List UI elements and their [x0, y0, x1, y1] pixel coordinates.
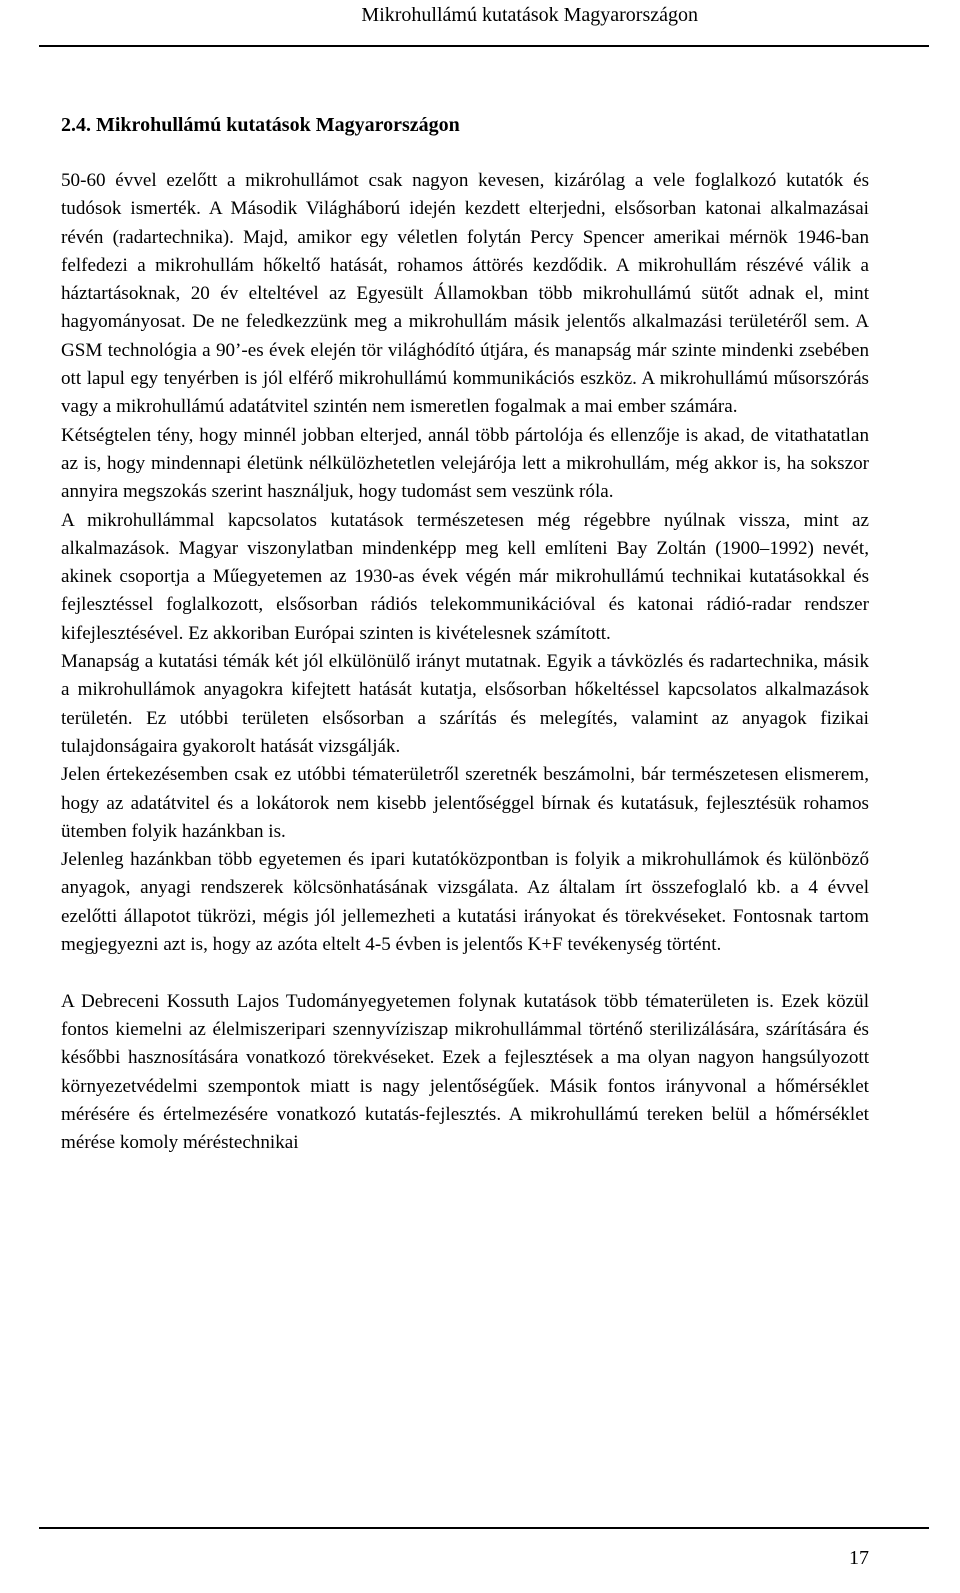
paragraph-history: 50-60 évvel ezelőtt a mikrohullámot csak nagyon kevesen, kizárólag a vele foglalkozó kutatók és tudósok ismerték. A Második Világháború idején kezdett elterjedni, elsősorban katonai alkalmazásai révén (radartechnika). Majd, amikor egy véletlen folytán Percy Spencer amerikai mérnök 1946-ban felfedezi a mikrohullám hőkeltő hatását, rohamos áttörés kezdődik. A mikrohullám részévé válik a háztartásoknak, 20 év elteltével az Egyesült Államokban több mikrohullámú sütőt adnak el, mint hagyományosat. De ne feledkezzünk meg a mikrohullám másik jelentős alkalmazási területéről sem. A GSM technológia a 90’-es évek elején tör világhódító útjára, és manapság már szinte mindenki zsebében ott lapul egy tenyérben is jól elférő mikrohullámú kommunikációs eszköz. A mikrohullámú műsorszórás vagy a mikrohullámú adatátvitel szintén nem ismeretlen fogalmak a mai ember számára.: [61, 170, 869, 418]
paragraph-adoption: Kétségtelen tény, hogy minnél jobban elterjed, annál több pártolója és ellenzője is akad, de vitathatatlan az is, hogy mindennapi életünk nélkülözhetetlen velejárója lett a mikrohullám, még akkor is, ha sokszor annyira megszokás szerint használjuk, hogy tudomást sem veszünk róla.: [61, 424, 869, 503]
footer-divider: [39, 1527, 929, 1529]
page-number: 17: [849, 1547, 869, 1569]
paragraph-domestic-research: Jelenleg hazánkban több egyetemen és ipari kutatóközpontban is folyik a mikrohullámok és különböző anyagok, anyagi rendszerek kölcsönhatásának vizsgálata. Az általam írt összefoglaló kb. a 4 évvel ezelőtti állapotot tükrözi, mégis jól jellemezheti a kutatási irányokat és törekvéseket. Fontosnak tartom megjegyezni azt is, hogy az azóta eltelt 4-5 évben is jelentős K+F tevékenység történt.: [61, 849, 869, 956]
running-header: Mikrohullámú kutatások Magyarországon: [361, 4, 698, 26]
paragraph-research-directions: Manapság a kutatási témák két jól elkülönülő irányt mutatnak. Egyik a távközlés és radartechnika, másik a mikrohullámok anyagokra kifejtett hatását kutatja, elsősorban hőkeltéssel kapcsolatos alkalmazások területén. Ez utóbbi területen elsősorban a szárítás és melegítés, valamint az anyagok fizikai tulajdonságaira gyakorolt hatását vizsgálják.: [61, 651, 869, 757]
body-text: [61, 167, 869, 1157]
section-heading: 2.4. Mikrohullámú kutatások Magyarországon: [61, 114, 460, 136]
paragraph-debrecen: A Debreceni Kossuth Lajos Tudományegyetemen folynak kutatások több tématerületen is. Ezek közül fontos kiemelni az élelmiszeripari szennyvíziszap mikrohullámmal történő sterilizálására, szárítására és későbbi hasznosítására vonatkozó törekvéseket. Ezek a fejlesztések a ma olyan nagyon hangsúlyozott környezetvédelmi szempontok miatt is nagy jelentőségűek. Másik fontos irányvonal a hőmérséklet mérésére és értelmezésére vonatkozó kutatás-fejlesztés. A mikrohullámú tereken belül a hőmérséklet mérése komoly méréstechnikai: [61, 990, 869, 1154]
header-divider: [39, 45, 929, 47]
paragraph-thesis-scope: Jelen értekezésemben csak ez utóbbi tématerületről szeretnék beszámolni, bár természetesen elismerem, hogy az adatátvitel és a lokátorok nem kisebb jelentőséggel bírnak és kutatásuk, fejlesztésük rohamos ütemben folyik hazánkban is.: [61, 764, 869, 842]
paragraph-early-research: A mikrohullámmal kapcsolatos kutatások természetesen még régebbre nyúlnak vissza, mint az alkalmazások. Magyar viszonylatban mindenképp meg kell említeni Bay Zoltán (1900–1992) nevét, akinek csoportja a Műegyetemen az 1930-as évek végén már mikrohullámú technikai kutatásokkal és fejlesztéssel foglalkozott, elsősorban rádiós telekommunikációval és katonai rádió-radar rendszer kifejlesztésével. Ez akkoriban Európai szinten is kivételesnek számított.: [61, 509, 869, 644]
